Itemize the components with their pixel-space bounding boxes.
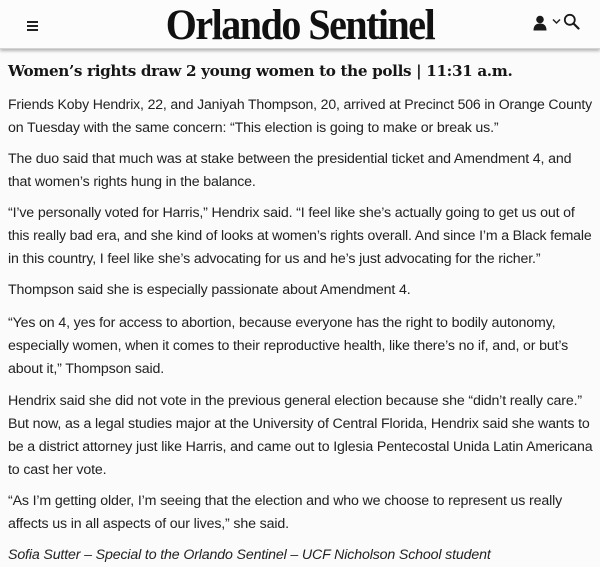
text-line: But now, as a legal studies major at the University of Central Florida, Hendrix said she wants to — [8, 416, 590, 432]
paragraph — [8, 490, 598, 536]
article-headline: Women’s rights draw 2 young women to the polls | 11:31 a.m. — [8, 62, 513, 80]
paragraph — [8, 148, 598, 194]
text-line: “I’ve personally voted for Harris,” Hendrix said. “I feel like she’s actually going to get us out of — [8, 205, 575, 221]
text-line: in this country, I feel like she’s advocating for us and he’s just advocating for the richer.” — [8, 251, 541, 267]
text-line: to cast her vote. — [8, 462, 107, 478]
text-line: The duo said that much was at stake between the presidential ticket and Amendment 4, and — [8, 151, 572, 167]
text-line: Friends Koby Hendrix, 22, and Janiyah Thompson, 20, arrived at Precinct 506 in Orange County — [8, 97, 593, 113]
article-body — [8, 60, 598, 567]
paragraph — [8, 312, 598, 381]
site-logo[interactable]: Orlando Sentinel — [165, 2, 435, 49]
text-line: affects us in all aspects of our lives,” she said. — [8, 516, 289, 532]
text-line: be a district attorney just like Harris, and came out to Iglesia Pentecostal Unida Latin Americana — [8, 439, 593, 455]
text-line: “As I’m getting older, I’m seeing that the election and who we choose to represent us really — [8, 493, 563, 509]
user-icon[interactable] — [533, 15, 547, 31]
text-line: this really bad era, and she kind of looks at women’s rights overall. And since I’m a Black female — [8, 228, 592, 244]
text-line: that women’s rights hung in the balance. — [8, 174, 256, 190]
paragraph — [8, 202, 598, 271]
text-line: Hendrix said she did not vote in the previous general election because she “didn’t really care.” — [8, 393, 582, 409]
text-line: on Tuesday with the same concern: “This election is going to make or break us.” — [8, 120, 499, 136]
byline: Sofia Sutter – Special to the Orlando Sentinel – UCF Nicholson School student — [8, 547, 491, 563]
text-line: about it,” Thompson said. — [8, 361, 165, 377]
site-header — [0, 0, 600, 49]
search-icon[interactable] — [563, 13, 580, 30]
paragraph — [8, 279, 598, 302]
paragraph — [8, 94, 598, 140]
text-line: Thompson said she is especially passionate about Amendment 4. — [8, 282, 411, 298]
text-line: “Yes on 4, yes for access to abortion, because everyone has the right to bodily autonomy, — [8, 315, 556, 331]
chevron-down-icon[interactable] — [552, 17, 561, 25]
paragraph — [8, 390, 598, 482]
text-line: especially women, when it comes to their reproductive health, like there’s no if, and, or but’s — [8, 338, 569, 354]
